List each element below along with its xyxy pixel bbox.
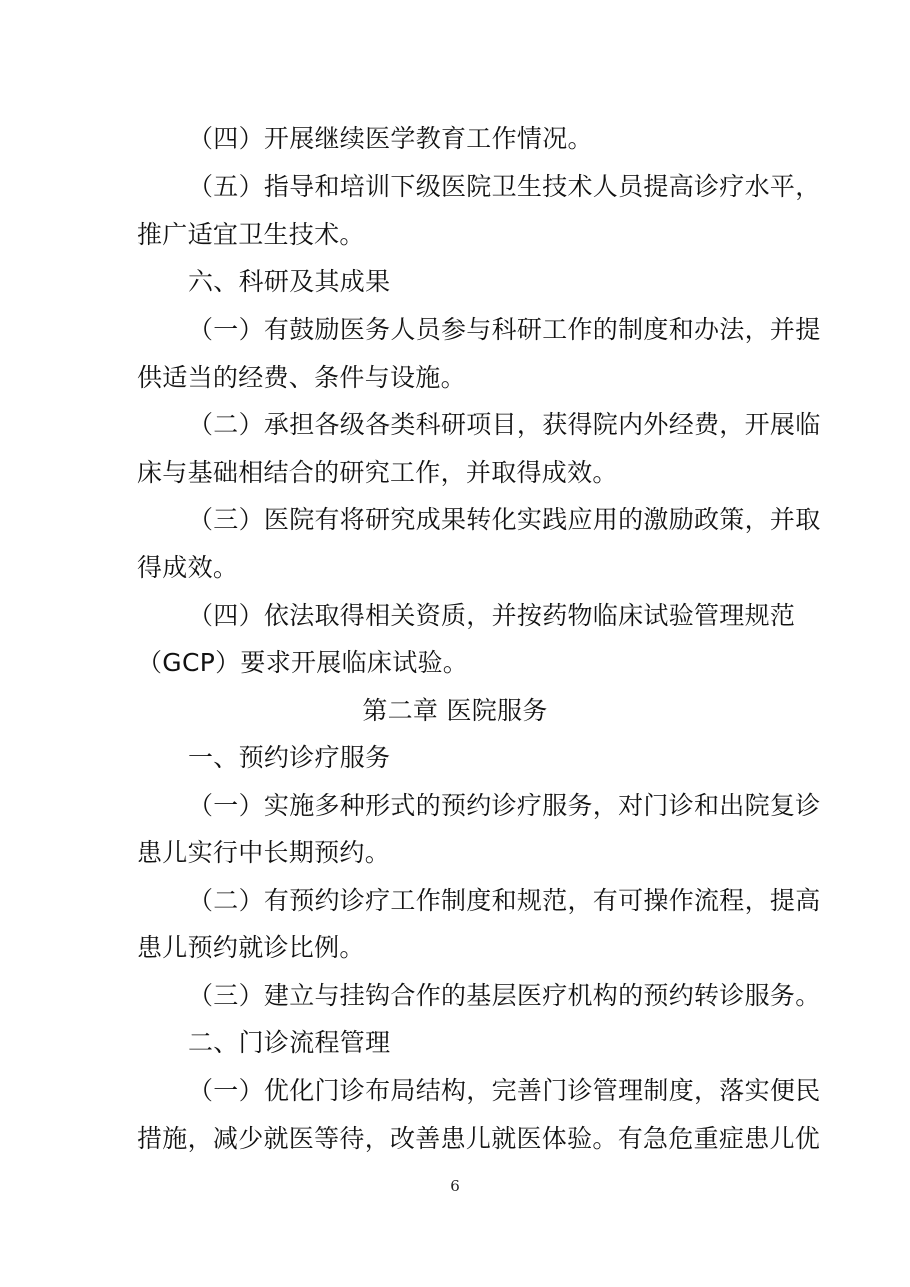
paragraph-line: （五）指导和培训下级医院卫生技术人员提高诊疗水平， [188,172,821,201]
paragraph-line: 床与基础相结合的研究工作，并取得成效。 [137,458,618,487]
paragraph-line: （GCP）要求开展临床试验。 [137,648,469,677]
section-heading: 六、科研及其成果 [188,267,391,296]
section-heading: 二、门诊流程管理 [188,1028,391,1057]
paragraph-line: （一）优化门诊布局结构，完善门诊管理制度，落实便民 [188,1076,821,1105]
paragraph-line: （二）有预约诊疗工作制度和规范，有可操作流程，提高 [188,886,821,915]
paragraph-line: （三）医院有将研究成果转化实践应用的激励政策，并取 [188,505,821,534]
paragraph-line: （一）有鼓励医务人员参与科研工作的制度和办法，并提 [188,315,821,344]
section-heading: 一、预约诊疗服务 [188,743,391,772]
paragraph-line: （二）承担各级各类科研项目，获得院内外经费，开展临 [188,410,821,439]
paragraph-line: 供适当的经费、条件与设施。 [137,363,466,392]
page-number: 6 [450,1177,460,1195]
paragraph-line: 得成效。 [137,553,239,582]
paragraph-line: 推广适宜卫生技术。 [137,220,365,249]
paragraph-line: 措施，减少就医等待，改善患儿就医体验。有急危重症患儿优 [137,1124,821,1153]
chapter-title: 第二章 医院服务 [362,696,548,725]
paragraph-line: （三）建立与挂钩合作的基层医疗机构的预约转诊服务。 [188,981,821,1010]
paragraph-line: （四）依法取得相关资质，并按药物临床试验管理规范 [188,601,796,630]
paragraph-line: （一）实施多种形式的预约诊疗服务，对门诊和出院复诊 [188,791,821,820]
paragraph-line: （四）开展继续医学教育工作情况。 [188,124,593,153]
paragraph-line: 患儿实行中长期预约。 [137,838,391,867]
paragraph-line: 患儿预约就诊比例。 [137,933,365,962]
